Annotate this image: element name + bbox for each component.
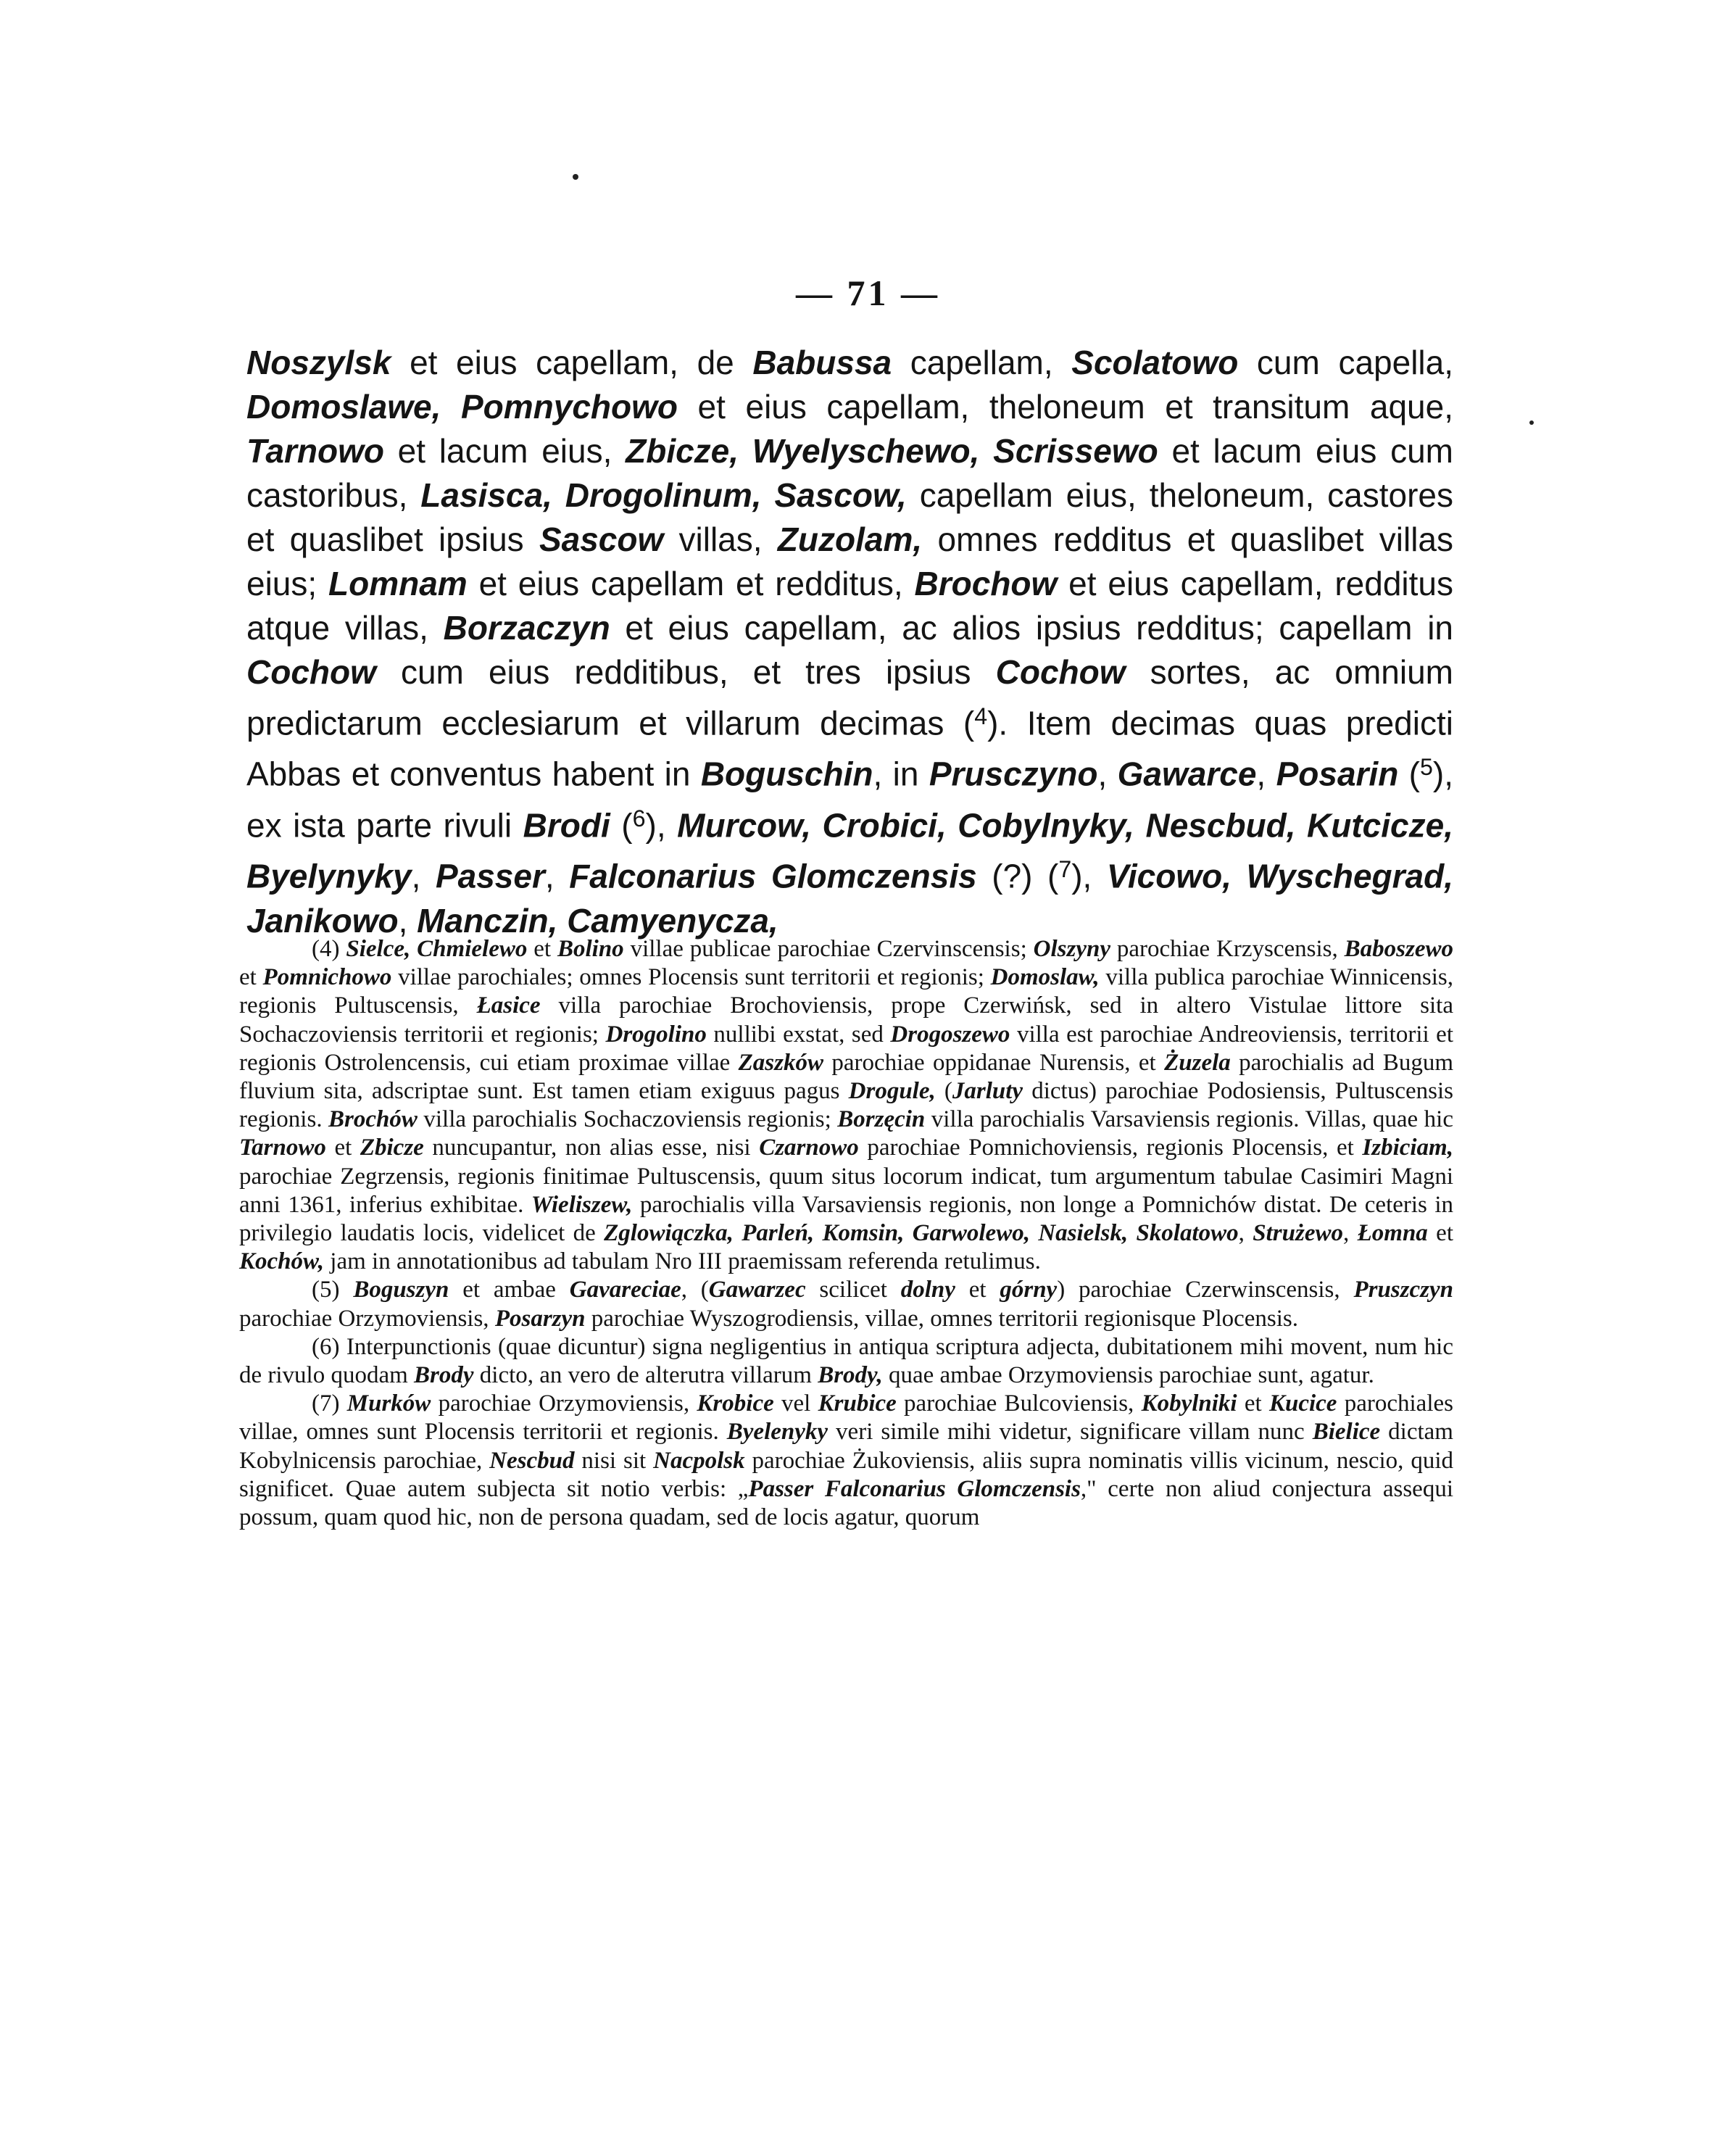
place-name: Nescbud (489, 1447, 575, 1474)
text-run: parochiae oppidanae Nurensis, et (823, 1049, 1165, 1076)
text-run: dicto, an vero de alterutra villarum (473, 1362, 818, 1389)
place-name: Łomna (1357, 1220, 1428, 1247)
text-run: ( (935, 1078, 952, 1105)
place-name: Kochów, (239, 1248, 325, 1275)
place-name: Nacpolsk (653, 1447, 745, 1474)
text-run: , (411, 857, 436, 895)
place-name: Passer (435, 857, 545, 895)
text-run: scilicet (805, 1277, 901, 1303)
text-run: parochiae Pomnichoviensis, regionis Plocensis, et (858, 1135, 1363, 1161)
place-name: Posarzyn (494, 1305, 586, 1332)
place-name: Kucice (1268, 1390, 1337, 1417)
place-name: Vicowo, Wyschegrad, Janikowo (246, 857, 1453, 940)
place-name: Pruszczyn (1353, 1277, 1453, 1303)
text-run: villa publica parochiae Winnicensis, regionis Pultuscensis, (239, 964, 1453, 1019)
print-speck (573, 174, 578, 180)
place-name: Baboszewo (1344, 936, 1453, 962)
place-name: Brody (414, 1362, 474, 1389)
text-run: cum capella, (1238, 344, 1454, 381)
text-run: parochiales villae, omnes sunt Plocensis territorii et regionis. (239, 1390, 1453, 1446)
footnote (239, 1333, 1453, 1390)
text-run: ), ex ista parte rivuli (246, 755, 1454, 845)
text-run: dictam Kobylnicensis parochiae, (239, 1419, 1453, 1474)
place-name: Sascow (539, 521, 664, 558)
place-name: Czarnowo (759, 1135, 859, 1161)
place-name: Kobylniki (1141, 1390, 1237, 1417)
text-run: ), (1071, 857, 1107, 895)
text-run: , (1097, 755, 1118, 793)
text-run: et (955, 1277, 1000, 1303)
text-run: parochiae Orzymoviensis, (239, 1305, 495, 1332)
text-run: nisi sit (574, 1447, 654, 1474)
text-run: villae publicae parochiae Czervinscensis; (623, 936, 1034, 962)
text-run: parochiae Orzymoviensis, (431, 1390, 697, 1417)
text-run: cum eius redditibus, et tres ipsius (375, 653, 996, 691)
text-run: ," certe non aliud conjectura assequi possum, quam quod hic, non de persona quadam, sed de locis agatur, quorum (239, 1475, 1453, 1531)
text-run: et (1427, 1220, 1453, 1247)
place-name: Murków (346, 1390, 431, 1417)
text-run: villa parochiae Brochoviensis, prope Czerwińsk, sed in altero Vistulae littore sita Sochaczoviensis territorii et regionis; (239, 992, 1453, 1048)
text-run: (6) Interpunctionis (quae dicuntur) signa negligentius in antiqua scriptura adjecta, dubitationem mihi movent, num hic de rivulo quodam (239, 1333, 1453, 1389)
place-name: Żuzela (1164, 1049, 1231, 1076)
place-name: Zuzolam, (777, 521, 923, 558)
text-run: vel (773, 1390, 818, 1417)
place-name: Brody, (818, 1362, 883, 1389)
page-number: — 71 — (796, 273, 940, 313)
text-run: capellam, (892, 344, 1072, 381)
footnotes (239, 935, 1453, 1532)
place-name: Zglowiączka, Parleń, Komsin, Garwolewo, Nasielsk, Skolatowo (604, 1220, 1239, 1247)
text-run: (5) (312, 1277, 354, 1303)
place-name: Strużewo (1253, 1220, 1343, 1247)
place-name: Krobice (697, 1390, 774, 1417)
text-run: jam in annotationibus ad tabulam Nro III praemissam referenda retulimus. (324, 1248, 1041, 1275)
place-name: Jarluty (952, 1078, 1023, 1105)
footnote-marker: 6 (632, 805, 646, 832)
text-run: , (1238, 1220, 1253, 1247)
place-name: Cochow (995, 653, 1126, 691)
place-name: Izbiciam, (1362, 1135, 1453, 1161)
place-name: Domoslawe, Pomnychowo (246, 388, 678, 426)
place-name: Łasice (476, 992, 541, 1019)
text-run: ), (645, 806, 678, 845)
footnote-marker: 4 (974, 703, 988, 729)
text-run: ) parochiae Czerwinscensis, (1057, 1277, 1354, 1303)
text-run: quae ambae Orzymoviensis parochiae sunt, agatur. (882, 1362, 1374, 1389)
text-run: et (239, 964, 263, 991)
place-name: Falconarius Glomczensis (569, 857, 977, 895)
text-run: et eius capellam, theloneum et transitum aque, (678, 388, 1453, 426)
text-run: dictus) parochiae Podosiensis, Pultuscensis regionis. (239, 1078, 1453, 1133)
text-run: ( (1398, 755, 1420, 793)
text-run: parochiae Żukoviensis, aliis supra nominatis villis vicinum, nescio, quid significet. Quae autem subjecta sit notio verbis: „ (239, 1447, 1453, 1502)
place-name: Passer Falconarius Glomczensis (748, 1475, 1081, 1502)
text-run: et ambae (449, 1277, 570, 1303)
text-run: villae parochiales; omnes Plocensis sunt territorii et regionis; (391, 964, 991, 991)
print-speck (1529, 420, 1534, 425)
text-run: , in (873, 755, 929, 793)
text-run: sortes, ac omnium predictarum ecclesiarum et villarum decimas ( (246, 653, 1453, 742)
text-run: , (544, 857, 570, 895)
place-name: Gavareciae (569, 1277, 681, 1303)
footnote-marker: 5 (1420, 754, 1433, 781)
place-name: Zbicze (360, 1135, 424, 1161)
place-name: Drogoszewo (890, 1021, 1010, 1048)
text-run: parochiae Bulcoviensis, (896, 1390, 1142, 1417)
text-run: , ( (681, 1277, 709, 1303)
place-name: Boguszyn (353, 1277, 449, 1303)
place-name: Borzęcin (837, 1106, 926, 1133)
place-name: Drogule, (848, 1078, 936, 1105)
place-name: Noszylsk (246, 344, 391, 381)
place-name: Boguschin (700, 755, 873, 793)
text-run: (?) ( (976, 857, 1059, 895)
place-name: Tarnowo (239, 1135, 326, 1161)
place-name: Byelenyky (726, 1419, 828, 1446)
place-name: Domoslaw, (990, 964, 1100, 991)
text-run: parochiae Zegrzensis, regionis finitimae Pultuscensis, quum situs locorum indicat, tum argumentum tabulae Casimiri Magni anni 1361, inferius exhibitae. (239, 1163, 1453, 1218)
footnote (239, 1276, 1453, 1332)
text-run: villas, (663, 521, 778, 558)
text-run: parochialis ad Bugum fluvium sita, adscriptae sunt. Est tamen etiam exiguus pagus (239, 1049, 1453, 1105)
place-name: Pomnichowo (262, 964, 392, 991)
text-run: et (527, 936, 557, 962)
place-name: Lomnam (328, 565, 468, 602)
text-run: capellam eius, theloneum, castores et quaslibet ipsius (246, 476, 1453, 558)
text-run: (7) (312, 1390, 347, 1417)
place-name: Cochow (246, 653, 376, 691)
place-name: Gawarce (1117, 755, 1257, 793)
main-text (246, 341, 1453, 943)
place-name: Scolatowo (1071, 344, 1239, 381)
place-name: Brochów (328, 1106, 418, 1133)
footnote (239, 935, 1453, 1276)
place-name: Borzaczyn (443, 609, 610, 647)
text-run: villa parochialis Varsaviensis regionis. Villas, quae hic (925, 1106, 1453, 1133)
place-name: Tarnowo (246, 432, 384, 470)
place-name: Zaszków (738, 1049, 823, 1076)
place-name: Sielce, Chmielewo (346, 936, 528, 962)
place-name: dolny (900, 1277, 955, 1303)
place-name: Olszyny (1033, 936, 1110, 962)
place-name: Gawarzec (708, 1277, 806, 1303)
text-run: et (325, 1135, 360, 1161)
footnote (239, 1390, 1453, 1532)
text-run: nullibi exstat, sed (706, 1021, 891, 1048)
place-name: Lasisca, Drogolinum, Sascow, (420, 476, 907, 514)
place-name: Bielice (1312, 1419, 1381, 1446)
text-run: et eius capellam et redditus, (467, 565, 915, 602)
place-name: Murcow, Crobici, Cobylnyky, Nescbud, Kutcicze, Byelynyky (246, 806, 1453, 895)
place-name: Manczin, Camyenycza, (417, 901, 778, 940)
text-run: et lacum eius, (383, 432, 626, 470)
text-run: ( (610, 806, 633, 845)
text-run: et (1237, 1390, 1269, 1417)
text-run: , (398, 901, 418, 940)
place-name: górny (1000, 1277, 1058, 1303)
place-name: Bolino (557, 936, 624, 962)
text-run: (4) (312, 936, 346, 962)
text-run: et eius capellam, redditus atque villas, (246, 565, 1453, 647)
text-run: et eius capellam, de (391, 344, 753, 381)
place-name: Brodi (523, 806, 610, 845)
text-run: nuncupantur, non alias esse, nisi (423, 1135, 760, 1161)
text-run: omnes redditus et quaslibet villas eius; (246, 521, 1453, 602)
text-run: villa parochialis Sochaczoviensis regionis; (417, 1106, 838, 1133)
place-name: Posarin (1276, 755, 1399, 793)
text-run: parochialis villa Varsaviensis regionis, non longe a Pomnichów distat. De ceteris in privilegio laudatis locis, videlicet de (239, 1191, 1453, 1247)
place-name: Babussa (752, 344, 892, 381)
text-run: , (1343, 1220, 1358, 1247)
text-run: veri simile mihi videtur, significare villam nunc (828, 1419, 1313, 1446)
text-run: , (1256, 755, 1276, 793)
place-name: Drogolino (605, 1021, 707, 1048)
place-name: Wieliszew, (531, 1191, 633, 1218)
text-run: villa est parochiae Andreoviensis, territorii et regionis Ostrolencensis, cui etiam proximae villae (239, 1021, 1453, 1076)
text-run: et lacum eius cum castoribus, (246, 432, 1454, 514)
text-run: parochiae Wyszogrodiensis, villae, omnes territorii regionisque Plocensis. (585, 1305, 1299, 1332)
footnote-marker: 7 (1058, 856, 1072, 883)
place-name: Krubice (818, 1390, 897, 1417)
text-run: ). Item decimas quas predicti Abbas et conventus habent in (246, 704, 1453, 793)
place-name: Brochow (914, 565, 1058, 602)
text-run: parochiae Krzyscensis, (1110, 936, 1345, 962)
place-name: Prusczyno (929, 755, 1098, 793)
text-run: et eius capellam, ac alios ipsius redditus; capellam in (610, 609, 1453, 647)
place-name: Zbicze, Wyelyschewo, Scrissewo (626, 432, 1158, 470)
